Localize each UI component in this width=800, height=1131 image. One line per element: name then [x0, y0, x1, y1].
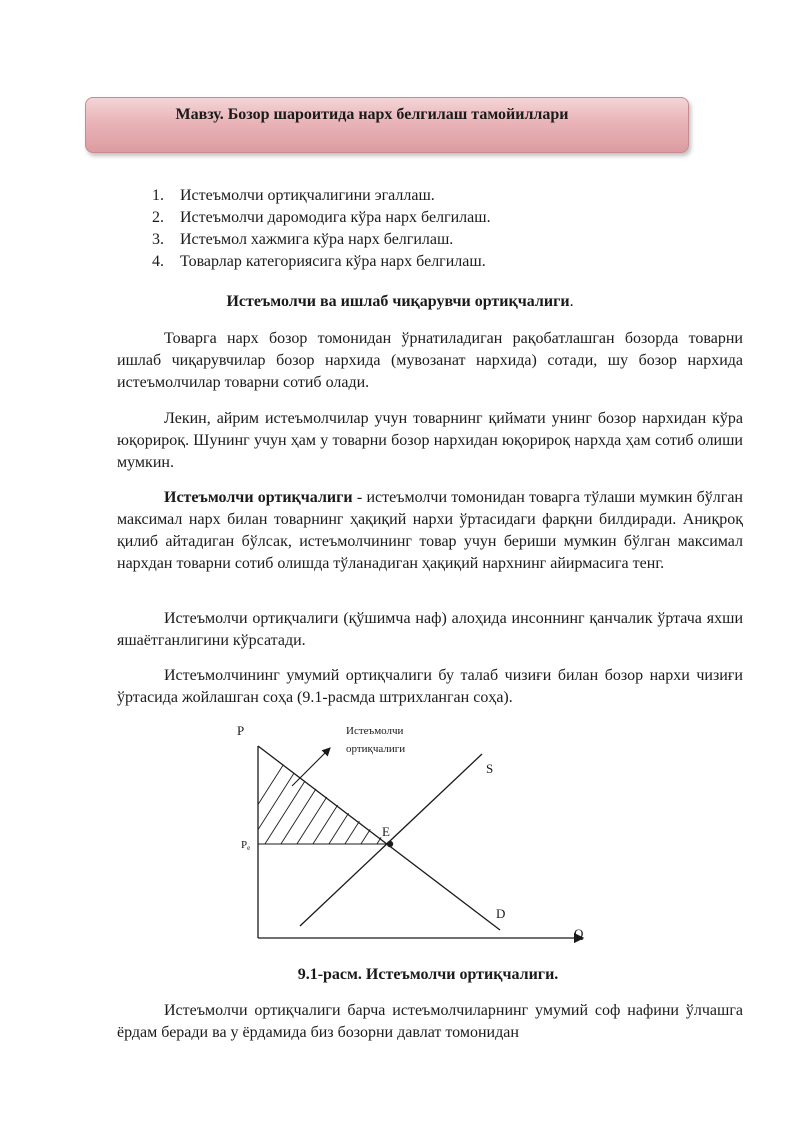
list-item: 4. Товарлар категориясига кўра нарх белгилаш. [152, 253, 486, 270]
surplus-hatch-area [224, 748, 438, 858]
demand-line [258, 746, 500, 930]
paragraph-6: Истеъмолчи ортиқчалиги барча истеъмолчиларнинг умумий соф нафини ўлчашга ёрдам беради ва у ёрдамида биз бозорни давлат томонидан [117, 1002, 743, 1041]
paragraph-5: Истеъмолчининг умумий ортиқчалиги бу талаб чизиғи билан бозор нархи чизиғи ўртасида жойлашган соҳа (9.1-расмда штрихланган соҳа). [117, 667, 743, 706]
paragraph-2: Лекин, айрим истеъмолчилар учун товарнинг қиймати унинг бозор нархидан кўра юқорироқ. Шунинг учун ҳам у товарни бозор нархидан юқорироқ нархда ҳам сотиб олиши мумкин. [117, 410, 743, 471]
annotation-label-line1: Истеъмолчи [346, 725, 404, 737]
p-axis-label: P [237, 723, 245, 738]
topic-title: Мавзу. Бозор шароитида нарх белгилаш тамойиллари [175, 106, 569, 123]
annotation-label-line2: ортиқчалиги [346, 743, 406, 755]
supply-label: S [486, 761, 494, 776]
paragraph-1: Товарга нарх бозор томонидан ўрнатиладиган рақобатлашган бозорда товарни ишлаб чиқарувчилар бозор нархида (мувозанат нархида) сотади, шу бозор нархида истеъмолчилар товарни сотиб олади. [117, 330, 743, 391]
annotation-arrow [292, 748, 330, 786]
term-bold: Истеъмолчи ортиқчалиги [164, 489, 353, 506]
list-item: 1. Истеъмолчи ортиқчалигини эгаллаш. [152, 187, 435, 204]
topic-title-banner [85, 97, 689, 153]
list-item: 2. Истеъмолчи даромодига кўра нарх белгилаш. [152, 209, 491, 226]
equilibrium-point [387, 841, 393, 847]
topic-list [140, 185, 491, 273]
section-heading: Истеъмолчи ва ишлаб чиқарувчи ортиқчалиги. [226, 293, 574, 310]
paragraph-4: Истеъмолчи ортиқчалиги (қўшимча наф) алоҳида инсоннинг қанчалик ўртача яхши яшаётганлигини кўрсатади. [117, 610, 743, 649]
consumer-surplus-figure [220, 718, 600, 948]
demand-label: D [496, 906, 506, 921]
equilibrium-label: E [382, 824, 390, 839]
figure-caption: 9.1-расм. Истеъмолчи ортиқчалиги. [297, 966, 559, 983]
q-axis-label: Q [574, 926, 584, 941]
list-item: 3. Истеъмол хажмига кўра нарх белгилаш. [152, 231, 454, 248]
price-label: Pe [241, 839, 251, 852]
supply-line [300, 754, 482, 926]
paragraph-3: Истеъмолчи ортиқчалиги - истеъмолчи томонидан товарга тўлаши мумкин бўлган максимал нарх билан товарнинг ҳақиқий нархи ўртасидаги фарқни билдиради. Аниқроқ қилиб айтадиган бўлсак, истеъмолчининг товар учун бериши мумкин бўлган максимал нархдан товарни сотиб олишда тўланадиган ҳақиқий нархнинг айирмасига тенг. [117, 489, 743, 572]
